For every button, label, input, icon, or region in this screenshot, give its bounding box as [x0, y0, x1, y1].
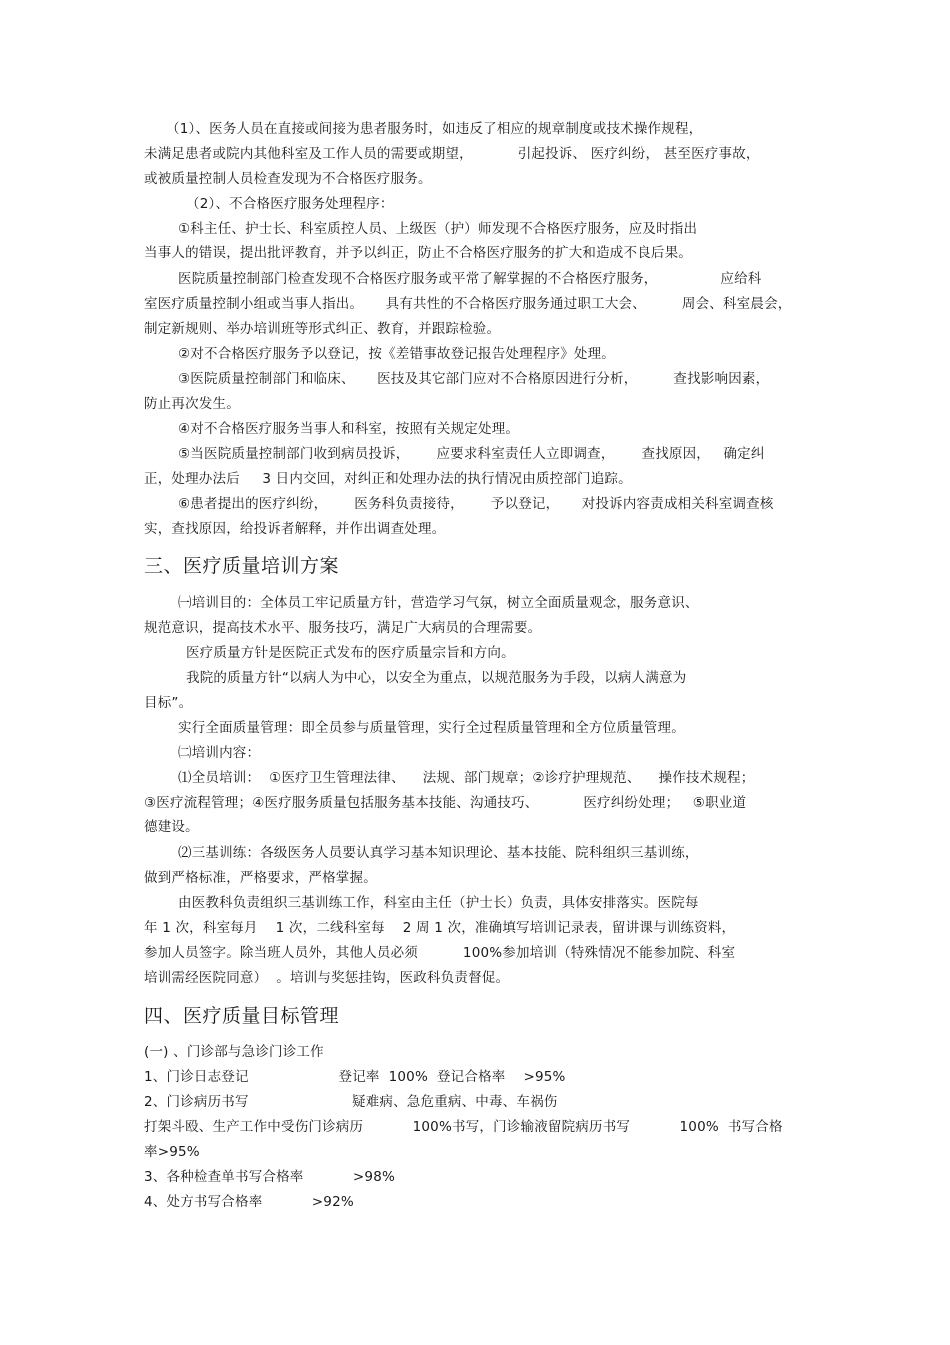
- paragraph-line: （1）、医务人员在直接或间接为患者服务时，如违反了相应的规章制度或技术操作规程，: [166, 121, 703, 137]
- paragraph-line: 未满足患者或院内其他科室及工作人员的需要或期望， 引起投诉、 医疗纠纷， 甚至医疗事故，: [144, 146, 760, 162]
- paragraph-line: 实行全面质量管理：即全员参与质量管理，实行全过程质量管理和全方位质量管理。: [178, 720, 685, 736]
- paragraph-line: ①科主任、护士长、科室质控人员、上级医（护）师发现不合格医疗服务，应及时指出: [178, 221, 698, 237]
- paragraph-line: 率>95%: [144, 1144, 200, 1160]
- paragraph-line: ⑴全员培训： ①医疗卫生管理法律、 法规、部门规章；②诊疗护理规范、 操作技术规程；: [178, 770, 755, 786]
- section-heading: 三、医疗质量培训方案: [144, 555, 340, 577]
- paragraph-line: ③医院质量控制部门和临床、 医技及其它部门应对不合格原因进行分析， 查找影响因素，: [178, 371, 770, 387]
- paragraph-line: 规范意识，提高技术水平、服务技巧，满足广大病员的合理需要。: [144, 620, 542, 636]
- paragraph-line: 实，查找原因，给投诉者解释，并作出调查处理。: [144, 521, 446, 537]
- paragraph-line: (一) 、门诊部与急诊门诊工作: [144, 1044, 324, 1060]
- paragraph-line: 年 1 次，科室每月 1 次，二线科室每 2 周 1 次，准确填写培训记录表，留讲课与训练资料，: [144, 920, 736, 936]
- paragraph-line: 目标”。: [144, 695, 193, 711]
- paragraph-line: 正，处理办法后 3 日内交回，对纠正和处理办法的执行情况由质控部门追踪。: [144, 471, 632, 487]
- paragraph-line: （2）、不合格医疗服务处理程序：: [186, 196, 394, 212]
- section-heading: 四、医疗质量目标管理: [144, 1005, 340, 1027]
- paragraph-line: 当事人的错误，提出批评教育，并予以纠正，防止不合格医疗服务的扩大和造成不良后果。: [144, 245, 692, 261]
- paragraph-line: 做到严格标准，严格要求，严格掌握。: [144, 870, 377, 886]
- paragraph-line: 培训需经医院同意） 。培训与奖惩挂钩，医政科负责督促。: [144, 970, 510, 986]
- paragraph-line: 防止再次发生。: [144, 396, 240, 412]
- paragraph-line: 医院质量控制部门检查发现不合格医疗服务或平常了解掌握的不合格医疗服务， 应给科: [178, 271, 762, 287]
- paragraph-line: ②对不合格医疗服务予以登记，按《差错事故登记报告处理程序》处理。: [178, 346, 616, 362]
- paragraph-line: 2、门诊病历书写 疑难病、急危重病、中毒、车祸伤: [144, 1094, 558, 1110]
- paragraph-line: 德建设。: [144, 819, 199, 835]
- paragraph-line: 由医教科负责组织三基训练工作，科室由主任（护士长）负责，具体安排落实。医院每: [178, 895, 699, 911]
- paragraph-line: 医疗质量方针是医院正式发布的医疗质量宗旨和方向。: [186, 645, 515, 661]
- paragraph-line: 参加人员签字。除当班人员外，其他人员必须 100%参加培训（特殊情况不能参加院、科室: [144, 945, 736, 961]
- paragraph-line: ㈡培训内容：: [178, 745, 261, 761]
- paragraph-line: 我院的质量方针“以病人为中心，以安全为重点，以规范服务为手段，以病人满意为: [186, 670, 687, 686]
- paragraph-line: ④对不合格医疗服务当事人和科室，按照有关规定处理。: [178, 421, 520, 437]
- paragraph-line: 制定新规则、举办培训班等形式纠正、教育，并跟踪检验。: [144, 321, 501, 337]
- paragraph-line: 室医疗质量控制小组或当事人指出。 具有共性的不合格医疗服务通过职工大会、 周会、科室晨会，: [144, 296, 792, 312]
- paragraph-line: 1、门诊日志登记 登记率 100% 登记合格率 >95%: [144, 1069, 566, 1085]
- paragraph-line: ③医疗流程管理；④医疗服务质量包括服务基本技能、沟通技巧、 医疗纠纷处理； ⑤职业道: [144, 795, 747, 811]
- paragraph-line: ㈠培训目的：全体员工牢记质量方针，营造学习气氛，树立全面质量观念，服务意识、: [178, 595, 699, 611]
- paragraph-line: 或被质量控制人员检查发现为不合格医疗服务。: [144, 171, 432, 187]
- paragraph-line: ⑤当医院质量控制部门收到病员投诉， 应要求科室责任人立即调查， 查找原因， 确定纠: [178, 446, 765, 462]
- paragraph-line: 3、各种检查单书写合格率 >98%: [144, 1169, 396, 1185]
- paragraph-line: ⑥患者提出的医疗纠纷， 医务科负责接待， 予以登记， 对投诉内容责成相关科室调查核: [178, 496, 774, 512]
- paragraph-line: 打架斗殴、生产工作中受伤门诊病历 100%书写，门诊输液留院病历书写 100% 书写合格: [144, 1119, 783, 1135]
- paragraph-line: ⑵三基训练：各级医务人员要认真学习基本知识理论、基本技能、院科组织三基训练，: [178, 845, 699, 861]
- paragraph-line: 4、处方书写合格率 >92%: [144, 1194, 354, 1210]
